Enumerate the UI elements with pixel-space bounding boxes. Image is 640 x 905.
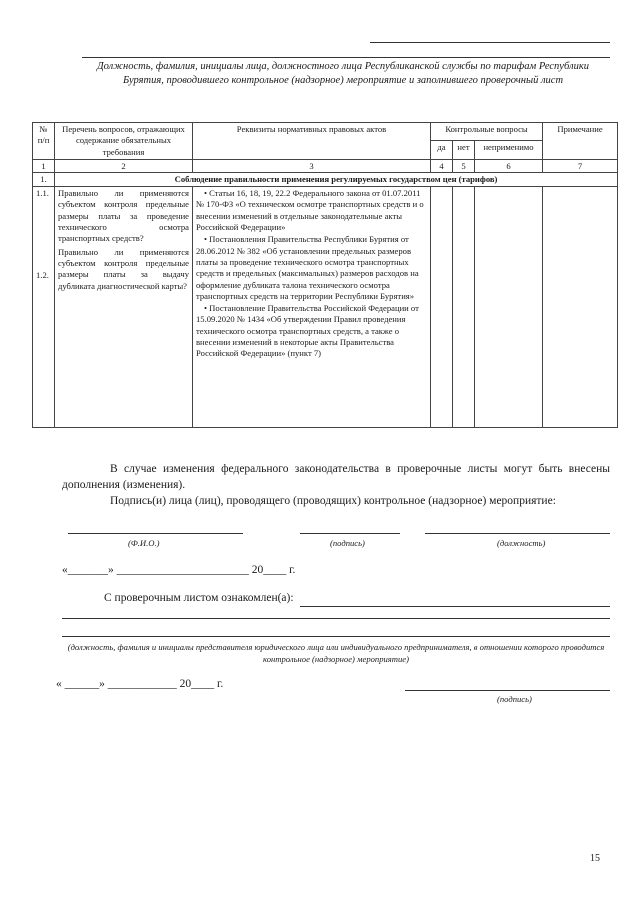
representative-caption: (должность, фамилия и инициалы представителя юридического лица или индивидуального предпринимателя, в отношении которого проводится контрольное (надзорное) мероприятие) [67,642,605,664]
caption-position: (должность) [497,538,546,548]
column-number: 7 [543,159,618,172]
column-number: 2 [55,159,193,172]
section-title: Соблюдение правильности применения регулируемых государством цен (тарифов) [55,172,618,186]
column-number-row [33,159,618,172]
answer-no-cell[interactable] [453,187,475,428]
legal-reference: • Статьи 16, 18, 19, 22.2 Федерального закона от 01.07.2011 № 170-ФЗ «О техническом осмотре транспортных средств и о внесении изменений в отдельные законодательные акты Российской Федерации» [196,188,424,233]
table-header-row [33,123,618,141]
row-num: 1.1. [36,188,49,199]
inspector-sign-line [300,533,400,534]
row-numbers [33,187,55,428]
table-row [33,187,618,428]
representative-line-2 [62,636,610,637]
acquainted-label: С проверочным листом ознакомлен(а): [104,592,294,604]
legal-reference: • Постановления Правительства Республики Бурятия от 28.06.2012 № 382 «Об установлении предельных размеров платы за проведение технического осмотра транспортных средств и предельных (максимальных) размеров расходов на оформление дубликата талона технического осмотра транспортных средств на территории Республики Бурятия» [196,234,419,301]
caption-signature-representative: (подпись) [497,694,532,704]
question-text: Правильно ли применяются субъектом контроля предельные размеры платы за выдачу дубликата диагностической карты? [58,246,189,291]
note-cell[interactable] [543,187,618,428]
header-refs: Реквизиты нормативных правовых актов [193,123,431,160]
column-number: 6 [475,159,543,172]
caption-fio: (Ф.И.О.) [128,538,160,548]
section-num: 1. [33,172,55,186]
section-row [33,172,618,186]
amendment-note: В случае изменения федерального законодательства в проверочные листы могут быть внесены дополнения (изменения). [62,463,610,491]
row-num: 1.2. [36,270,49,281]
header-no: нет [453,141,475,159]
representative-line-1 [62,618,610,619]
header-num: № п/п [33,123,55,160]
checklist-table [32,122,618,428]
inspector-position-line [425,533,610,534]
row-questions [55,187,193,428]
header-na: неприменимо [475,141,543,159]
signature-intro: Подпись(и) лица (лиц), проводящего (проводящих) контрольное (надзорное) мероприятие: [110,495,556,507]
header-answers: Контрольные вопросы [431,123,543,141]
column-number: 4 [431,159,453,172]
answer-na-cell[interactable] [475,187,543,428]
top-signature-line [370,42,610,43]
acquainted-line [300,606,610,607]
column-number: 5 [453,159,475,172]
column-number: 1 [33,159,55,172]
date-line-acquainted: « ______» ____________ 20____ г. [56,678,224,690]
column-number: 3 [193,159,431,172]
answer-yes-cell[interactable] [431,187,453,428]
header-questions: Перечень вопросов, отражающих содержание обязательных требования [55,123,193,160]
responsible-person-line [82,57,610,58]
responsible-person-caption: Должность, фамилия, инициалы лица, должностного лица Республиканской службы по тарифам Республики Бурятия, проводившего контрольное (надзорное) мероприятие и заполнившего проверочный лист [97,61,589,86]
inspector-name-line [68,533,243,534]
legal-references [193,187,431,428]
header-yes: да [431,141,453,159]
page-number: 15 [590,853,600,864]
representative-sign-line [405,690,610,691]
date-line: «_______» _______________________ 20____ г. [62,564,296,576]
legal-reference: • Постановление Правительства Российской Федерации от 15.09.2020 № 1434 «Об утверждении Правил проведения технического осмотра транспортных средств, а также о внесении изменений в некоторые акты Правительства Российской Федерации» (пункт 7) [196,303,419,359]
question-text: Правильно ли применяются субъектом контроля предельные размеры платы за проведение технического осмотра транспортных средств? [58,188,189,244]
caption-signature: (подпись) [330,538,365,548]
header-note: Примечание [543,123,618,160]
